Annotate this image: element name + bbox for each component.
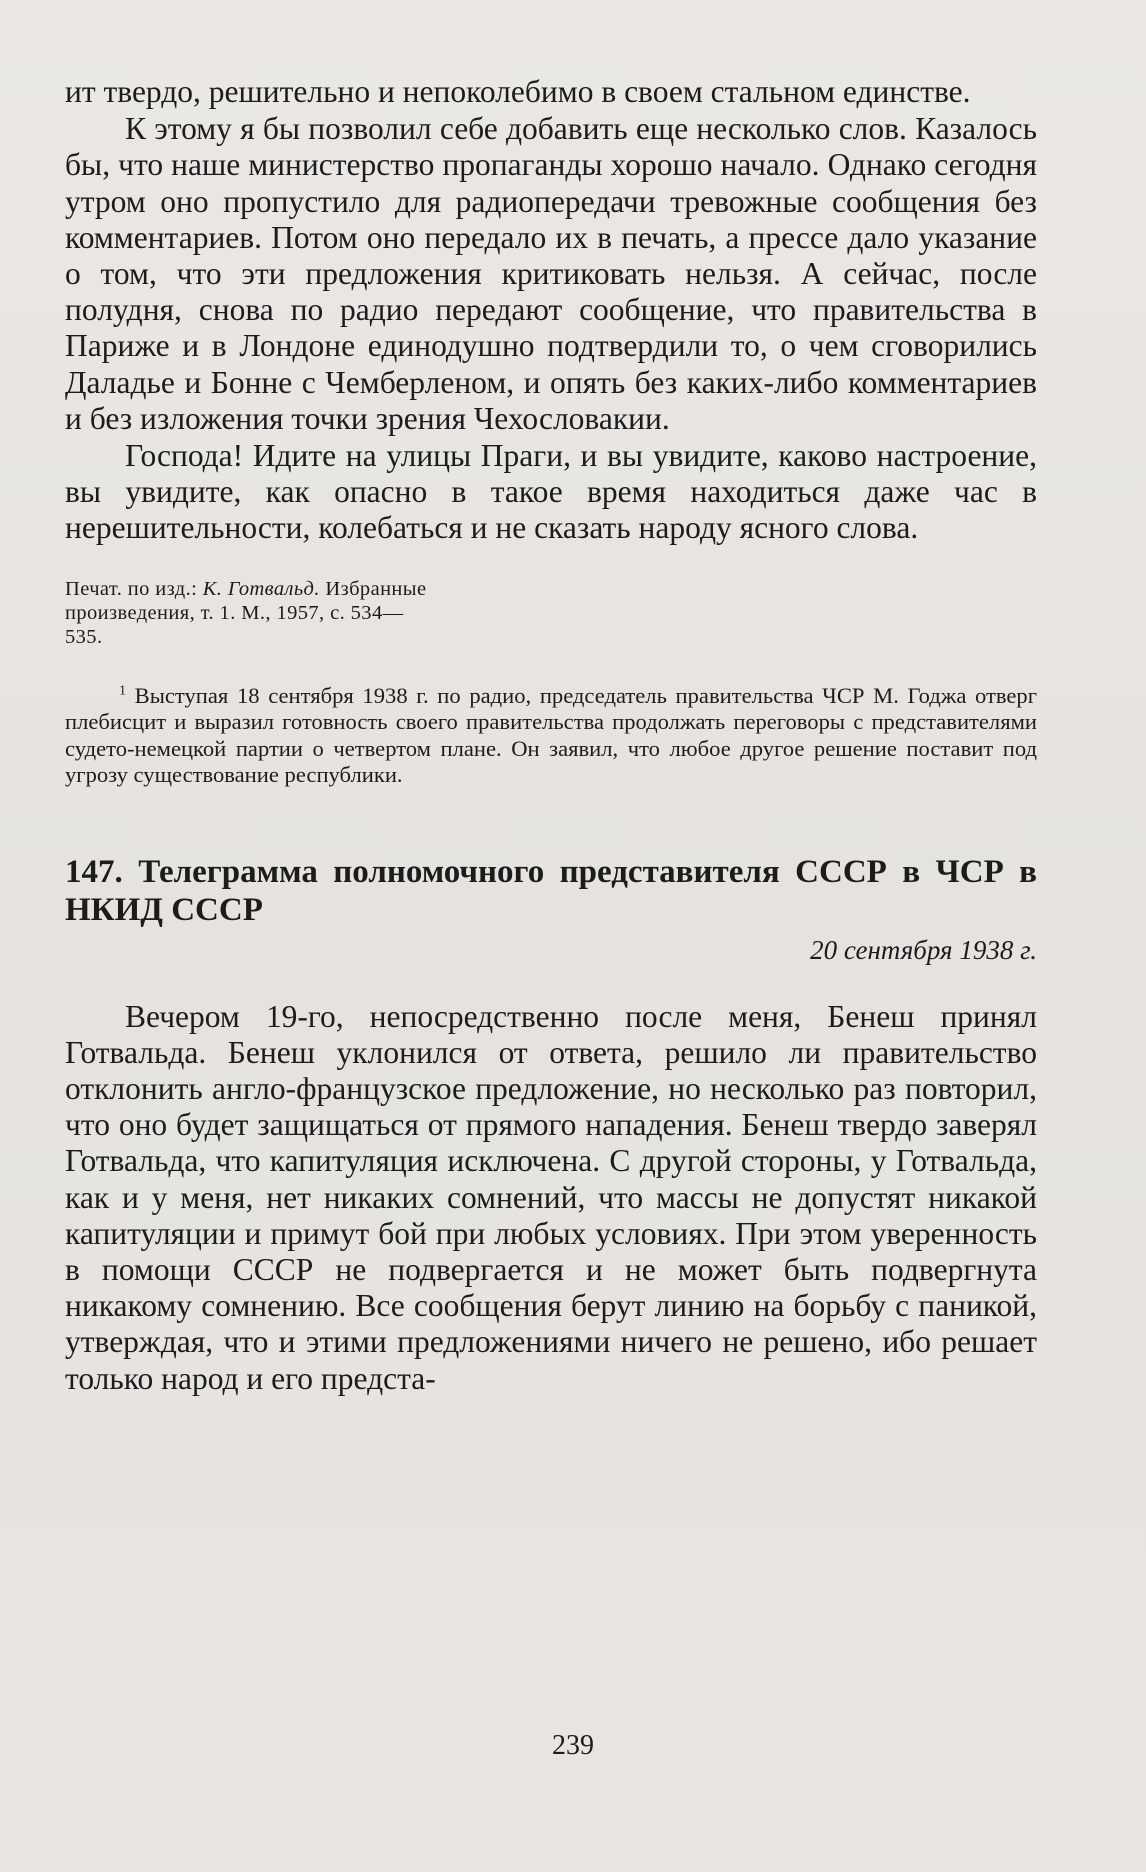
source-prefix: Печат. по изд.: [65,577,203,600]
page-content [65,74,1037,1397]
footnote-marker: 1 [119,683,126,699]
footnote-text: Выступая 18 сентября 1938 г. по радио, председатель правительства ЧСР М. Годжа отверг плебисцит и выразил готовность своего правительства продолжать переговоры с представителями судето-немецкой партии о четвертом плане. Он заявил, что любое другое решение поставит под угрозу существование республики. [65,682,1037,788]
source-author: К. Готвальд. [202,577,320,600]
telegram-body: Вечером 19-го, непосредственно после меня, Бенеш принял Готвальда. Бенеш уклонился от ответа, решило ли правительство отклонить англо-французское предложение, но несколько раз повторил, что оно будет защищаться от прямого нападения. Бенеш твердо заверял Готвальда, что капитуляция исключена. С другой стороны, у Готвальда, как и у меня, нет никаких сомнений, что массы не допустят никакой капитуляции и примут бой при любых условиях. При этом уверенность в помощи СССР не подвергается и не может быть подвергнута никакому сомнению. Все сообщения берут линию на борьбу с паникой, утверждая, что и этими предложениями ничего не решено, ибо решает только народ и его предста- [65,998,1037,1396]
footnote [65,683,1037,789]
paragraph-prague-streets: Господа! Идите на улицы Праги, и вы увидите, каково настроение, вы увидите, как опасно в такое время находиться даже час в нерешительности, колебаться и не сказать народу ясного слова. [65,438,1037,546]
source-rest: Избранные произведения, т. 1. М., 1957, с. 534—535. [65,577,427,648]
paragraph-continuation: ит твердо, решительно и непоколебимо в своем стальном единстве. [65,74,971,109]
document-title: 147. Телеграмма полномочного представителя СССР в ЧСР в НКИД СССР [65,853,1037,928]
paragraph-propaganda: К этому я бы позволил себе добавить еще несколько слов. Казалось бы, что наше министерство пропаганды хорошо начало. Однако сегодня утром оно пропустило для радиопередачи тревожные сообщения без комментариев. Потом оно передало их в печать, а прессе дало указание о том, что эти предложения критиковать нельзя. А сейчас, после полудня, снова по радио передают сообщение, что правительства в Париже и в Лондоне единодушно подтвердили то, о чем сговорились Даладье и Бонне с Чемберленом, и опять без каких-либо комментариев и без изложения точки зрения Чехословакии. [65,111,1037,436]
page-number: 239 [552,1730,594,1761]
document-date: 20 сентября 1938 г. [810,934,1037,965]
source-citation [65,577,435,649]
